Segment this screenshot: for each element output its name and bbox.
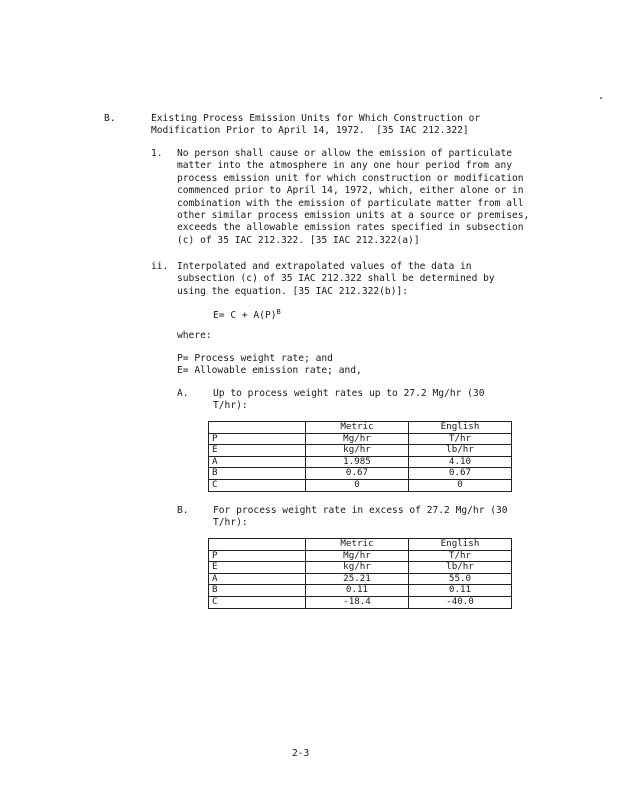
item1-number: 1. xyxy=(151,148,163,159)
table-a-label: A xyxy=(209,456,306,468)
item1-paragraph xyxy=(177,148,537,247)
table-row xyxy=(209,468,512,480)
table-row xyxy=(209,433,512,445)
table-a-label: E xyxy=(209,445,306,457)
table-b-label: C xyxy=(209,596,306,608)
table-a-english: 0 xyxy=(409,479,512,491)
table-a-english: lb/hr xyxy=(409,445,512,457)
definition-e: E= Allowable emission rate; and, xyxy=(177,365,362,376)
table-b-header-metric: Metric xyxy=(306,539,409,551)
table-b-header-blank xyxy=(209,539,306,551)
table-a-label: P xyxy=(209,433,306,445)
table-b-header-row xyxy=(209,539,512,551)
table-row xyxy=(209,479,512,491)
table-a-english: T/hr xyxy=(409,433,512,445)
subB-line2: T/hr): xyxy=(213,517,248,528)
table-row xyxy=(209,596,512,608)
table-b-label: P xyxy=(209,550,306,562)
table-b-metric: -18.4 xyxy=(306,596,409,608)
table-a-label: C xyxy=(209,479,306,491)
table-row xyxy=(209,573,512,585)
equation xyxy=(213,306,281,323)
equation-base: E= C + A(P) xyxy=(213,310,277,322)
subB-letter: B. xyxy=(177,505,189,516)
subA-line2: T/hr): xyxy=(213,400,248,411)
table-a-english: 0.67 xyxy=(409,468,512,480)
table-b-label: A xyxy=(209,573,306,585)
table-row xyxy=(209,445,512,457)
table-b-english: -40.0 xyxy=(409,596,512,608)
table-b-metric: 25.21 xyxy=(306,573,409,585)
definition-p: P= Process weight rate; and xyxy=(177,353,333,364)
table-b-metric: Mg/hr xyxy=(306,550,409,562)
item2-paragraph xyxy=(177,261,522,298)
item2-number: ii. xyxy=(151,261,169,272)
table-a-label: B xyxy=(209,468,306,480)
table-a-metric: kg/hr xyxy=(306,445,409,457)
equation-exponent: B xyxy=(276,308,281,316)
table-row xyxy=(209,585,512,597)
scan-speck xyxy=(600,97,602,99)
subA-letter: A. xyxy=(177,388,189,399)
page-number: 2-3 xyxy=(292,748,310,759)
subA-line1: Up to process weight rates up to 27.2 Mg/hr (30 xyxy=(213,388,485,399)
item1-text: No person shall cause or allow the emission of particulate matter into the atmosphere in any one hour period from any process emission unit for which construction or modification commenced prior to April 14, 1972, which, either alone or in combination with the emission of particulate matter from all other similar process emission units at a source or premises, exceeds the allowable emission rates specified in subsection (c) of 35 IAC 212.322. [35 IAC 212.322(a)] xyxy=(177,148,530,246)
item2-text: Interpolated and extrapolated values of the data in subsection (c) of 35 IAC 212.322 shall be determined by using the equation. [35 IAC 212.322(b)]: xyxy=(177,261,495,297)
table-a-header-blank xyxy=(209,422,306,434)
table-a-metric: Mg/hr xyxy=(306,433,409,445)
section-letter: B. xyxy=(104,113,116,124)
where-label: where: xyxy=(177,330,212,341)
table-row xyxy=(209,550,512,562)
section-title-line2: Modification Prior to April 14, 1972. [35 IAC 212.322] xyxy=(151,125,469,136)
table-a-header-row xyxy=(209,422,512,434)
table-a-metric: 0 xyxy=(306,479,409,491)
table-b-metric: kg/hr xyxy=(306,562,409,574)
subB-line1: For process weight rate in excess of 27.2 Mg/hr (30 xyxy=(213,505,508,516)
table-a-header-english: English xyxy=(409,422,512,434)
table-a xyxy=(208,421,512,492)
table-row xyxy=(209,456,512,468)
table-b-english: lb/hr xyxy=(409,562,512,574)
table-b-english: 0.11 xyxy=(409,585,512,597)
section-title-line1: Existing Process Emission Units for Which Construction or xyxy=(151,113,481,124)
table-b-label: E xyxy=(209,562,306,574)
table-b xyxy=(208,538,512,609)
table-a-metric: 0.67 xyxy=(306,468,409,480)
table-b-english: T/hr xyxy=(409,550,512,562)
table-b-header-english: English xyxy=(409,539,512,551)
table-b-metric: 0.11 xyxy=(306,585,409,597)
table-a-metric: 1.985 xyxy=(306,456,409,468)
table-a-header-metric: Metric xyxy=(306,422,409,434)
table-b-label: B xyxy=(209,585,306,597)
table-a-english: 4.10 xyxy=(409,456,512,468)
table-row xyxy=(209,562,512,574)
table-b-english: 55.0 xyxy=(409,573,512,585)
